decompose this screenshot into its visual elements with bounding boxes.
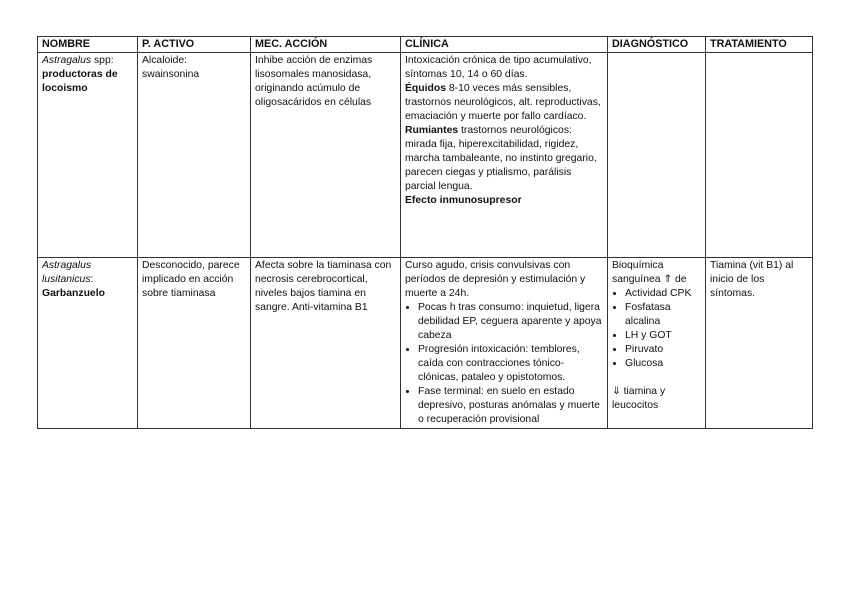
list-item: • Progresión intoxicación: temblores, caída con contracciones tónico-clónicas, pataleo y opistotomos. (418, 343, 603, 385)
header-mec-accion: MEC. ACCIÓN (251, 37, 401, 53)
cell-mec-accion: Afecta sobre la tiaminasa con necrosis cerebrocortical, niveles bajos tiamina en sangre. Anti-vitamina B1 (251, 258, 401, 429)
list-item: • Fase terminal: en suelo en estado depresivo, posturas anómalas y muerte o recuperación provisional (418, 385, 603, 427)
list-item: • Actividad CPK (625, 287, 701, 301)
list-item: • Pocas h tras consumo: inquietud, ligera debilidad EP, ceguera aparente y apoya cabeza (418, 301, 603, 343)
cell-mec-accion: Inhibe acción de enzimas lisosomales manosidasa, originando acúmulo de oligosacáridos en células (251, 53, 401, 258)
list-item: • Fosfatasa alcalina (625, 301, 701, 329)
list-item: • LH y GOT (625, 329, 701, 343)
cell-nombre (38, 53, 138, 258)
table-row (38, 258, 813, 429)
cell-p-activo: Alcaloide: swainsonina (138, 53, 251, 258)
header-tratamiento: TRATAMIENTO (706, 37, 813, 53)
species-name: Astragalus lusitanicus (42, 260, 92, 285)
clinica-rumiantes (405, 124, 603, 194)
clinica-list (405, 301, 603, 427)
equidos-label: Équidos (405, 83, 446, 94)
cell-tratamiento: Tiamina (vit B1) al inicio de los síntomas. (706, 258, 813, 429)
clinica-efecto: Efecto inmunosupresor (405, 195, 522, 206)
rumiantes-label: Rumiantes (405, 125, 459, 136)
species-name: Astragalus (42, 55, 92, 66)
rumiantes-text: trastornos neurológicos: mirada fija, hiperexcitabilidad, rigidez, marcha tambaleante, no instinto gregario, parecen ciegas y ptialismo, parálisis parcial lengua. (405, 125, 597, 192)
header-nombre: NOMBRE (38, 37, 138, 53)
cell-nombre (38, 258, 138, 429)
cell-diagnostico (608, 258, 706, 429)
species-suffix: spp: (91, 55, 114, 66)
header-row (38, 37, 813, 53)
header-clinica: CLÍNICA (401, 37, 608, 53)
clinica-intro: Curso agudo, crisis convulsivas con períodos de depresión y estimulación y muerte a 24h. (405, 260, 586, 299)
header-p-activo: P. ACTIVO (138, 37, 251, 53)
header-diagnostico: DIAGNÓSTICO (608, 37, 706, 53)
list-item: • Piruvato (625, 343, 701, 357)
equidos-text: 8-10 veces más sensibles, trastornos neurológicos, alt. reproductivas, emaciación y muerte por fallo cardíaco. (405, 83, 601, 122)
clinica-intro: Intoxicación crónica de tipo acumulativo, síntomas 10, 14 o 60 días. (405, 55, 592, 80)
cell-diagnostico (608, 53, 706, 258)
diag-list (612, 287, 701, 371)
cell-clinica (401, 53, 608, 258)
toxicology-table (37, 36, 813, 429)
clinica-equidos (405, 82, 603, 124)
common-name: Garbanzuelo (42, 288, 105, 299)
cell-tratamiento (706, 53, 813, 258)
cell-p-activo: Desconocido, parece implicado en acción sobre tiaminasa (138, 258, 251, 429)
cell-clinica (401, 258, 608, 429)
list-item: • Glucosa (625, 357, 701, 371)
table-row (38, 53, 813, 258)
diag-outro: ⇓ tiamina y leucocitos (612, 386, 666, 411)
species-suffix: : (90, 274, 94, 285)
common-name: productoras de locoismo (42, 69, 118, 94)
diag-intro: Bioquímica sanguínea ⇑ de (612, 260, 687, 285)
